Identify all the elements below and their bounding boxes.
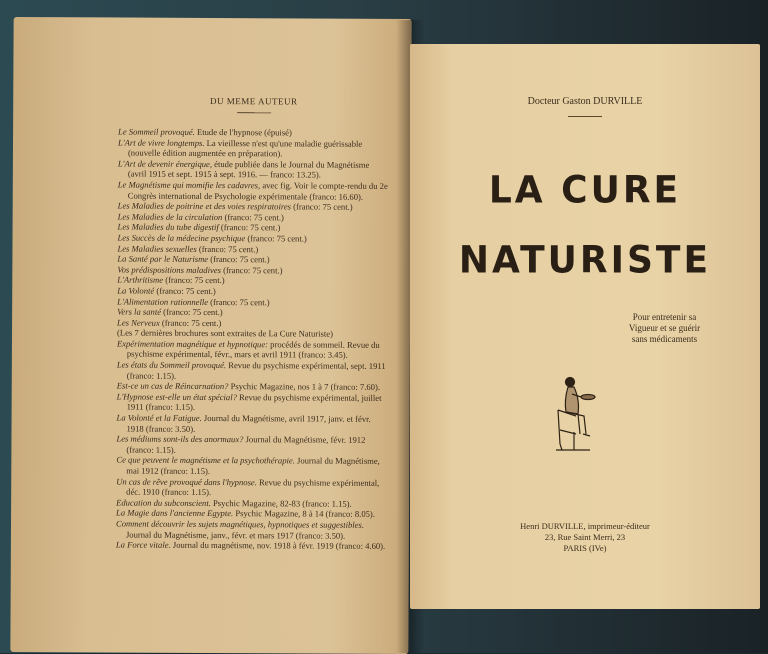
works-list-item — [116, 540, 387, 552]
work-title: Le Magnétisme qui momifie les cadavres, — [118, 179, 260, 190]
work-details: Psychic Magazine, nos 1 à 7 (franco: 7.60). — [228, 381, 380, 392]
publisher-address: 23, Rue Saint Merri, 23 — [410, 532, 760, 543]
work-details: (franco: 75 cent.) — [208, 296, 270, 306]
work-details: Journal du Magnétisme, mai 1912 (franco: 1.15). — [126, 456, 380, 476]
works-list-item — [116, 413, 387, 436]
title-page — [410, 44, 760, 609]
author-name: Docteur Gaston DURVILLE — [410, 96, 760, 107]
work-details: étude publiée dans le Journal du Magnétisme (avril 1915 et sept. 1915 à sept. 1916. — franco: 13.25). — [128, 159, 370, 180]
subtitle-line: Pour entretenir sa — [602, 312, 727, 323]
work-details: Journal du Magnétisme, avril 1917, janv. et févr. 1918 (franco: 3.50). — [126, 413, 370, 434]
publisher-block — [410, 521, 760, 554]
work-title: Les Maladies sexuelles — [117, 243, 196, 253]
work-details: (franco: 75 cent.) — [163, 275, 225, 285]
work-title: L'Hypnose est-elle un état spécial? — [117, 391, 237, 402]
works-list-item — [116, 518, 387, 541]
work-title: Les Maladies de la circulation — [118, 211, 223, 222]
work-title: Les Succès de la médecine psychique — [117, 232, 245, 243]
work-title: Education du subconscient. — [116, 497, 211, 507]
work-details: (Les 7 dernières brochures sont extraites de La Cure Naturiste) — [117, 328, 333, 339]
work-details: procédés de sommeil. Revue du psychisme expérimental, févr., mars et avril 1911 (franco: 3.45). — [127, 339, 380, 360]
work-details: Revue du psychisme expérimental, déc. 1910 (franco: 1.15). — [126, 477, 379, 497]
work-title: L'Art de vivre longtemps. — [118, 137, 205, 147]
works-list-item — [118, 137, 389, 160]
left-page — [10, 17, 411, 654]
work-details: (franco: 75 cent.) — [245, 233, 307, 243]
works-list-item — [116, 476, 387, 499]
work-title: La Volonté et la Fatigue. — [117, 413, 202, 423]
work-details: (franco: 75 cent.) — [154, 286, 216, 296]
works-list-item — [118, 179, 389, 202]
seated-woman-vignette-icon — [550, 372, 602, 454]
works-list-item — [118, 158, 389, 181]
work-details: avec fig. Voir le compte-rendu du 2e Congrès international de Psychologie expérimentale (franco: 16.60). — [128, 180, 388, 201]
book-subtitle — [602, 312, 727, 345]
work-details: (franco: 75 cent.) — [219, 222, 281, 232]
works-list-item — [116, 434, 387, 457]
work-details: (franco: 75 cent.) — [161, 307, 223, 317]
work-details: (franco: 75 cent.) — [208, 254, 270, 264]
work-details: La vieillesse n'est qu'une maladie guérissable (nouvelle édition augmentée en préparation). — [128, 138, 362, 159]
work-details: (franco: 75 cent.) — [221, 265, 283, 275]
work-title: Est-ce un cas de Réincarnation? — [117, 381, 229, 392]
work-title: La Force vitale. — [116, 540, 171, 550]
work-details: Psychic Magazine, 8 à 14 (franco: 8.05). — [233, 508, 375, 519]
works-list-item — [117, 360, 388, 383]
work-title: L'Art de devenir énergique, — [118, 158, 212, 168]
work-title: Vers la santé — [117, 307, 161, 317]
work-title: Les Nerveux — [117, 317, 160, 327]
subtitle-line: Vigueur et se guérir — [602, 323, 727, 334]
work-title: Les médiums sont-ils des anormaux? — [116, 434, 243, 445]
work-title: Les Maladies du tube digestif — [118, 222, 219, 233]
work-title: Les Maladies de poitrine et des voies respiratoires — [118, 201, 291, 212]
work-title: L'Alimentation rationnelle — [117, 296, 208, 306]
work-details: (franco: 75 cent.) — [160, 317, 222, 327]
works-list-item — [117, 391, 388, 414]
work-title: La Volonté — [117, 285, 154, 295]
publisher-name: Henri DURVILLE, imprimeur-éditeur — [410, 521, 760, 532]
work-details: (franco: 75 cent.) — [291, 202, 353, 212]
work-details: (franco: 75 cent.) — [222, 212, 284, 222]
subtitle-line: sans médicaments — [602, 334, 727, 345]
work-title: Comment découvrir les sujets magnétiques, hypnotiques et suggestibles. — [116, 518, 364, 529]
work-title: Ce que peuvent le magnétisme et la psychothérapie. — [116, 455, 295, 466]
work-title: Expérimentation magnétique et hypnotique: — [117, 338, 268, 349]
publisher-city: PARIS (IVe) — [410, 543, 760, 554]
work-title: Vos prédispositions maladives — [117, 264, 221, 275]
work-details: Revue du psychisme expérimental, juillet 1911 (franco: 1.15). — [127, 392, 382, 412]
work-title: Les états du Sommeil provoqué. — [117, 360, 226, 371]
work-details: Revue du psychisme expérimental, sept. 1911 (franco: 1.15). — [127, 360, 386, 380]
work-details: Journal du magnétisme, nov. 1918 à févr. 1919 (franco: 4.60). — [171, 540, 386, 551]
book-title-line-2: NATURISTE — [410, 239, 760, 282]
work-title: L'Arthritisme — [117, 275, 163, 285]
work-details: Psychic Magazine, 82-83 (franco: 1.15). — [211, 498, 352, 509]
works-list-item — [117, 338, 388, 361]
work-title: La Magie dans l'ancienne Egypte. — [116, 508, 233, 519]
book-title-line-1: LA CURE — [410, 169, 760, 212]
author-rule — [568, 116, 602, 117]
work-details: Journal du Magnétisme, janv., févr. et mars 1917 (franco: 3.50). — [126, 529, 345, 540]
works-list — [116, 127, 389, 552]
works-list-item — [116, 455, 387, 478]
work-details: Journal du Magnétisme, févr. 1912 (franco: 1.15). — [126, 434, 365, 454]
work-title: La Santé par le Naturisme — [117, 254, 208, 264]
heading-rule — [237, 112, 271, 113]
work-details: Etude de l'hypnose (épuisé) — [195, 127, 292, 138]
work-details: (franco: 75 cent.) — [197, 243, 259, 253]
work-title: Le Sommeil provoqué. — [118, 127, 195, 137]
left-page-heading: DU MEME AUTEUR — [118, 96, 389, 107]
work-title: Un cas de rêve provoqué dans l'hypnose. — [116, 476, 257, 487]
